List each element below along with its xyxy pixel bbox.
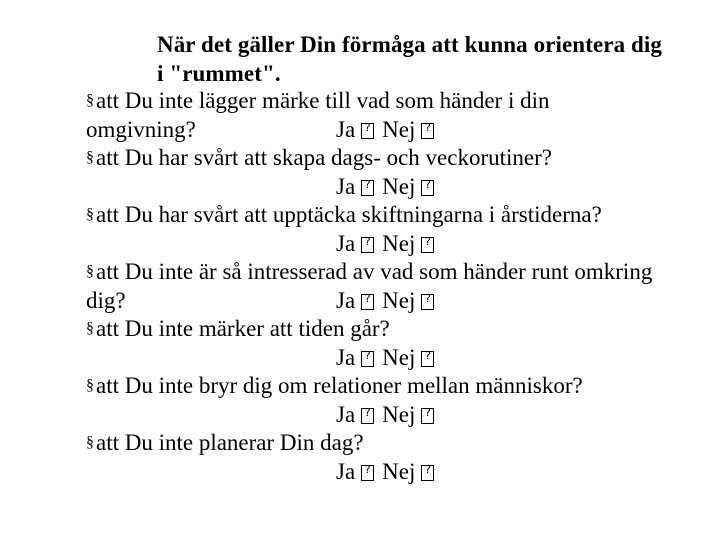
no-checkbox[interactable]: [421, 408, 434, 424]
question-item: [86, 257, 652, 289]
yes-checkbox[interactable]: [361, 465, 374, 481]
no-checkbox[interactable]: [421, 294, 434, 310]
yes-label: Ja: [336, 231, 356, 256]
no-checkbox[interactable]: [421, 465, 434, 481]
question-text: att Du har svårt att skapa dags- och veckorutiner?: [96, 145, 552, 170]
no-checkbox[interactable]: [421, 237, 434, 253]
question-item: [86, 428, 364, 460]
title-line-2: i "rummet".: [157, 61, 281, 86]
no-checkbox[interactable]: [421, 123, 434, 139]
bullet-icon: §: [86, 263, 94, 280]
bullet-icon: §: [86, 206, 94, 223]
question-text: att Du inte är så intresserad av vad som händer runt omkring: [96, 259, 653, 284]
yes-label: Ja: [336, 402, 356, 427]
answer-options: [336, 172, 434, 201]
title-line-1: När det gäller Din förmåga att kunna orientera dig: [157, 32, 663, 57]
no-label: Nej: [382, 231, 416, 256]
question-text: att Du har svårt att upptäcka skiftningarna i årstiderna?: [96, 202, 602, 227]
yes-label: Ja: [336, 345, 356, 370]
bullet-icon: §: [86, 320, 94, 337]
yes-checkbox[interactable]: [361, 180, 374, 196]
question-item: [86, 143, 552, 175]
bullet-icon: §: [86, 434, 94, 451]
question-item: [86, 200, 602, 232]
question-text-continued: dig?: [86, 288, 126, 313]
yes-checkbox[interactable]: [361, 294, 374, 310]
answer-options: [336, 229, 434, 258]
yes-label: Ja: [336, 174, 356, 199]
page-title: [157, 30, 697, 88]
yes-label: Ja: [336, 459, 356, 484]
no-label: Nej: [382, 174, 416, 199]
no-label: Nej: [382, 459, 416, 484]
yes-checkbox[interactable]: [361, 408, 374, 424]
answer-options: [336, 343, 434, 372]
bullet-icon: §: [86, 149, 94, 166]
answer-options: [336, 457, 434, 486]
no-label: Nej: [382, 345, 416, 370]
question-item: [86, 86, 550, 118]
question-text: att Du inte lägger märke till vad som händer i din: [96, 88, 550, 113]
question-text: att Du inte planerar Din dag?: [96, 430, 364, 455]
no-label: Nej: [382, 117, 416, 142]
question-text-continued: omgivning?: [86, 117, 196, 142]
no-label: Nej: [382, 402, 416, 427]
question-item: [86, 371, 583, 403]
no-checkbox[interactable]: [421, 180, 434, 196]
bullet-icon: §: [86, 377, 94, 394]
answer-options: [336, 286, 434, 315]
no-label: Nej: [382, 288, 416, 313]
yes-checkbox[interactable]: [361, 237, 374, 253]
yes-checkbox[interactable]: [361, 351, 374, 367]
yes-checkbox[interactable]: [361, 123, 374, 139]
yes-label: Ja: [336, 117, 356, 142]
question-item: [86, 314, 390, 346]
answer-options: [336, 400, 434, 429]
yes-label: Ja: [336, 288, 356, 313]
no-checkbox[interactable]: [421, 351, 434, 367]
question-text: att Du inte bryr dig om relationer mellan människor?: [96, 373, 583, 398]
bullet-icon: §: [86, 92, 94, 109]
question-text: att Du inte märker att tiden går?: [96, 316, 390, 341]
answer-options: [336, 115, 434, 144]
